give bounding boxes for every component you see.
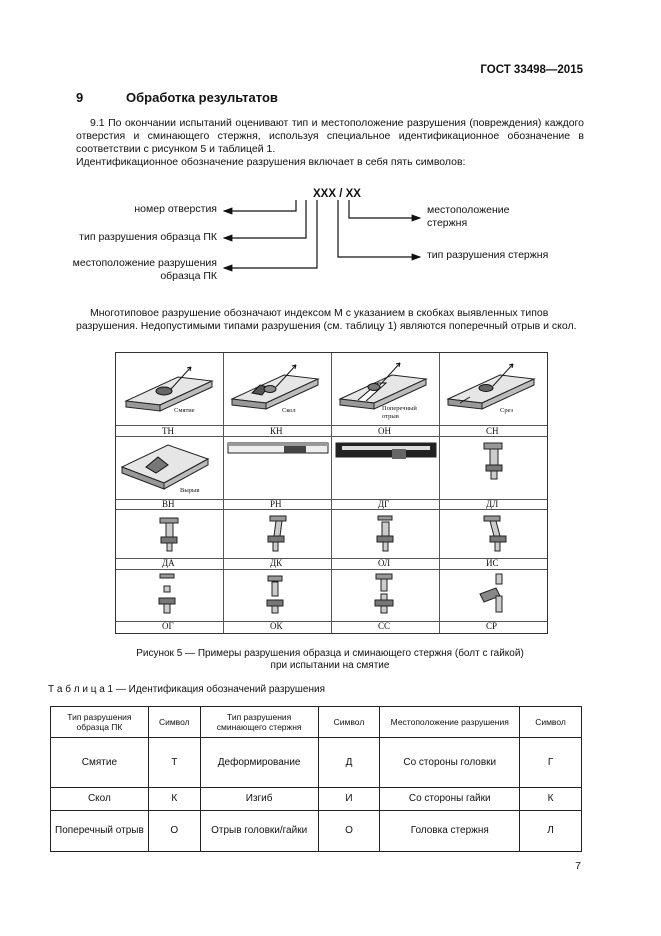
table-row xyxy=(51,788,582,811)
figure-code-cell xyxy=(440,621,547,633)
label-specimen-failure-location: местоположение разрушения xyxy=(72,257,217,269)
bolt-image-dk xyxy=(224,510,332,558)
bolt-image-sr xyxy=(440,570,547,620)
table-cell: Со стороны гайки xyxy=(380,788,520,811)
table-cell: Д xyxy=(318,738,380,788)
bolt-image-ol xyxy=(332,510,440,558)
table-cell: О xyxy=(148,811,200,852)
label-hole-number: номер отверстия xyxy=(134,203,217,215)
image-label-netfracture-1: Поперечный xyxy=(382,405,417,412)
th-location: Местоположение разрушения xyxy=(380,707,520,738)
code-DK: ДК xyxy=(270,558,283,568)
figure-code-cell xyxy=(224,425,332,437)
figure-code-cell xyxy=(332,499,440,510)
bolt-image-ss xyxy=(332,570,440,620)
specimen-pullout-image xyxy=(116,437,224,499)
specimen-bar-dark-image xyxy=(332,437,440,499)
code-SR: СР xyxy=(486,621,498,631)
figure-code-cell xyxy=(332,425,440,437)
table-cell: Со стороны головки xyxy=(380,738,520,788)
th-pin-type: Тип разрушения сминающего стержня xyxy=(200,707,318,738)
table-cell: Деформирование xyxy=(200,738,318,788)
figure-code-cell xyxy=(224,499,332,510)
image-label-shearout: Скол xyxy=(282,407,296,414)
paragraph-code-intro: Идентификационное обозначение разрушения включает в себя пять символов: xyxy=(76,156,466,168)
page-number: 7 xyxy=(575,860,581,872)
code-TN: ТН xyxy=(162,426,174,436)
table-cell: Головка стержня xyxy=(380,811,520,852)
table-cell: К xyxy=(148,788,200,811)
specimen-bar-image xyxy=(224,437,332,499)
table-cell: К xyxy=(520,788,582,811)
code-IS: ИС xyxy=(486,558,499,568)
th-symbol-1: Символ xyxy=(148,707,200,738)
figure-code-cell xyxy=(116,499,224,510)
code-VN: ВН xyxy=(162,499,175,509)
figure-code-cell xyxy=(224,621,332,633)
bolt-image-da xyxy=(116,510,224,558)
figure-code-cell xyxy=(440,558,547,570)
image-label-pullout: Вырыв xyxy=(180,487,200,494)
th-symbol-3: Символ xyxy=(520,707,582,738)
figure-code-cell xyxy=(116,558,224,570)
table-row xyxy=(51,811,582,852)
label-pin-failure-type: тип разрушения стержня xyxy=(427,249,549,261)
code-DG: ДГ xyxy=(378,499,390,509)
standard-number: ГОСТ 33498—2015 xyxy=(480,64,583,76)
code-ON: ОН xyxy=(378,426,391,436)
table-cell: И xyxy=(318,788,380,811)
table-cell: Л xyxy=(520,811,582,852)
bolt-image-og xyxy=(116,570,224,620)
table-cell: Скол xyxy=(51,788,149,811)
th-specimen-type: Тип разрушения образца ПК xyxy=(51,707,149,738)
code-OL: ОЛ xyxy=(378,558,391,568)
id-code: XXX / XX xyxy=(313,188,361,200)
label-pin-location-2: стержня xyxy=(427,217,468,229)
code-SN: СН xyxy=(486,426,499,436)
figure-code-cell xyxy=(224,558,332,570)
code-DA: ДА xyxy=(162,558,175,568)
table-cell: Отрыв головки/гайки xyxy=(200,811,318,852)
figure-5 xyxy=(115,352,548,634)
table-cell: Изгиб xyxy=(200,788,318,811)
image-label-shear: Срез xyxy=(500,407,514,414)
bolt-image-ok xyxy=(224,570,332,620)
figure-code-cell xyxy=(440,499,547,510)
table-cell: О xyxy=(318,811,380,852)
image-label-netfracture-2: отрыв xyxy=(382,413,399,420)
code-SS: СС xyxy=(378,621,391,631)
code-RN: РН xyxy=(270,499,282,509)
code-DL: ДЛ xyxy=(486,499,499,509)
figure-code-cell xyxy=(116,425,224,437)
code-OG: ОГ xyxy=(162,621,174,631)
section-number: 9 xyxy=(76,90,84,105)
table-row xyxy=(51,738,582,788)
table-title: Т а б л и ц а 1 — Идентификация обозначений разрушения xyxy=(48,684,326,695)
failure-codes-table xyxy=(50,706,582,852)
table-cell: Смятие xyxy=(51,738,149,788)
section-title: Обработка результатов xyxy=(126,90,278,105)
table-cell: Т xyxy=(148,738,200,788)
th-symbol-2: Символ xyxy=(318,707,380,738)
figure-code-cell xyxy=(332,621,440,633)
bolt-image-is xyxy=(440,510,547,558)
figure-caption-line1: Рисунок 5 — Примеры разрушения образца и сминающего стержня (болт с гайкой) xyxy=(136,648,524,659)
figure-caption-line2: при испытании на смятие xyxy=(270,660,390,671)
figure-code-cell xyxy=(116,621,224,633)
label-specimen-failure-type: тип разрушения образца ПК xyxy=(79,231,217,243)
figure-code-cell xyxy=(440,425,547,437)
figure-code-cell xyxy=(332,558,440,570)
table-header-row xyxy=(51,707,582,738)
table-cell: Г xyxy=(520,738,582,788)
code-KN: КН xyxy=(270,426,283,436)
paragraph-multitype: Многотиповое разрушение обозначают индексом М с указанием в скобках выявленных типов разрушения. Недопустимыми типами разрушения (см. таблицу 1) являются поперечный отрыв и скол. xyxy=(76,307,577,332)
label-specimen-failure-location-2: образца ПК xyxy=(160,270,217,282)
code-OK: ОК xyxy=(270,621,283,631)
paragraph-9-1: 9.1 По окончании испытаний оценивают тип и местоположение разрушения (повреждения) каждого отверстия и сминающего стержня, используя специальное идентификационное обозначение в соответствии с рисунком 5 и таблицей 1. xyxy=(76,117,584,155)
table-cell: Поперечный отрыв xyxy=(51,811,149,852)
bolt-deformed-image xyxy=(440,437,547,499)
label-pin-location: местоположение xyxy=(427,204,510,216)
image-label-bearing: Смятие xyxy=(174,407,195,414)
